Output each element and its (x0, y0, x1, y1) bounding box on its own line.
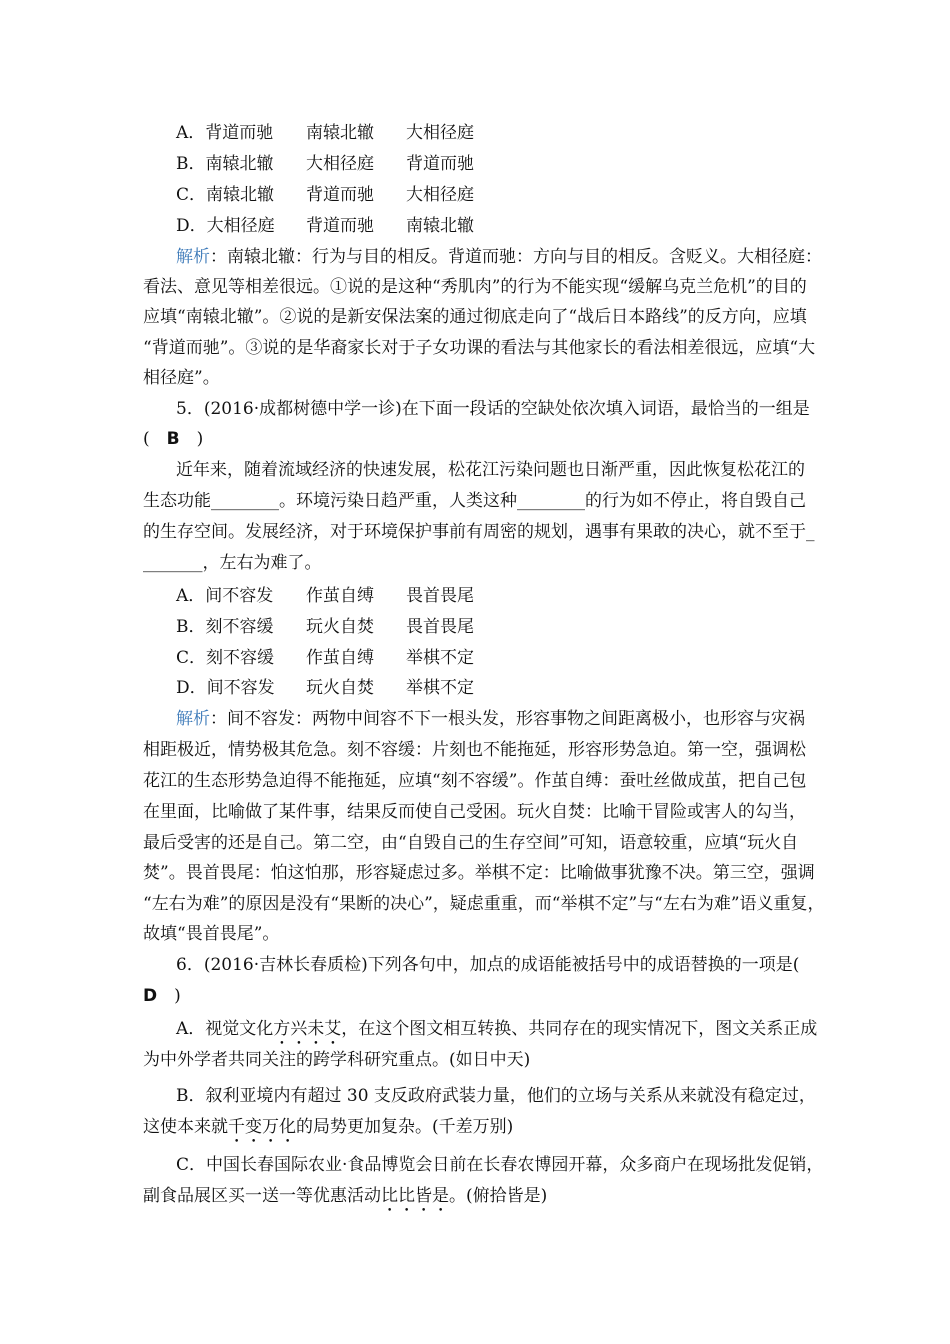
q5-option-b (176, 615, 474, 639)
option-text: 。(俯拾皆是) (449, 1186, 548, 1206)
q5-answer: B (166, 429, 180, 449)
q6-option-c-line-2 (143, 1184, 547, 1216)
q5-passage-line: 近年来，随着流域经济的快速发展，松花江污染问题也日渐严重，因此恢复松花江的 (176, 460, 805, 480)
dotted-idiom: 千变万化 (228, 1117, 296, 1137)
q6-option-b-line-1: B．叙利亚境内有超过 30 支反政府武装力量，他们的立场与关系从来就没有稳定过， (176, 1086, 816, 1106)
option-word: 畏首畏尾 (406, 617, 474, 637)
q5-analysis-line: 最后受害的还是自己。第二空，由“自毁自己的生存空间”可知，语意较重，应填“玩火自 (143, 833, 799, 853)
q4-analysis-line: 相径庭”。 (143, 368, 220, 388)
option-word: 背道而驰 (306, 216, 374, 236)
option-word: 畏首畏尾 (406, 586, 474, 606)
option-word: 背道而驰 (306, 185, 374, 205)
option-word: 举棋不定 (406, 678, 474, 698)
q4-option-c (176, 183, 474, 207)
q6-option-a-line-1 (176, 1017, 817, 1049)
q5-option-a (176, 584, 474, 608)
option-word: 大相径庭 (406, 185, 474, 205)
option-text: 这使本来就 (143, 1117, 228, 1137)
option-label: A．间不容发 (176, 586, 274, 606)
option-label: C．南辕北辙 (176, 185, 275, 205)
answer-paren-open: ( (143, 429, 167, 449)
option-label: A．背道而驰 (176, 123, 274, 143)
answer-paren-close: ) (179, 429, 204, 449)
q5-stem: 5．(2016·成都树德中学一诊)在下面一段话的空缺处依次填入词语，最恰当的一组是 (176, 399, 810, 419)
option-label: B．刻不容缓 (176, 617, 274, 637)
q4-option-d (176, 214, 474, 238)
option-label: B．南辕北辙 (176, 154, 274, 174)
option-text: 副食品展区买一送一等优惠活动 (143, 1186, 381, 1206)
option-label: C．刻不容缓 (176, 648, 275, 668)
analysis-label: 解析 (176, 247, 210, 267)
q6-answer: D (143, 986, 158, 1006)
q5-analysis-line: “左右为难”的原因是没有“果断的决心”，疑虑重重，而“举棋不定”与“左右为难”语义重复， (143, 894, 825, 914)
dotted-idiom: 比比皆是 (381, 1186, 449, 1206)
q5-passage-line: 生态功能________。环境污染日趋严重，人类这种________的行为如不停止，将自毁自己 (143, 491, 806, 511)
option-label: D．大相径庭 (176, 216, 275, 236)
analysis-label: 解析 (176, 709, 210, 729)
q5-analysis-line: 故填“畏首畏尾”。 (143, 924, 280, 944)
option-word: 大相径庭 (306, 154, 374, 174)
q5-option-d (176, 676, 474, 700)
q4-analysis-line (176, 245, 822, 269)
q6-answer-line (143, 984, 181, 1008)
option-word: 举棋不定 (406, 648, 474, 668)
option-text: ，在这个图文相互转换、共同存在的现实情况下，图文关系正成 (341, 1019, 818, 1039)
q4-option-b (176, 152, 474, 176)
option-word: 玩火自焚 (306, 678, 374, 698)
q4-analysis-line: 看法、意见等相差很远。①说的是这种“秀肌肉”的行为不能实现“缓解乌克兰危机”的目的 (143, 277, 807, 297)
q5-analysis-line: 焚”。畏首畏尾：怕这怕那，形容疑虑过多。举棋不定：比喻做事犹豫不决。第三空，强调 (143, 863, 815, 883)
answer-paren-close: ) (157, 986, 181, 1006)
q5-option-c (176, 646, 474, 670)
option-label: D．间不容发 (176, 678, 275, 698)
option-word: 作茧自缚 (306, 648, 374, 668)
q5-analysis-line: 在里面，比喻做了某件事，结果反而使自己受困。玩火自焚：比喻干冒险或害人的勾当， (143, 802, 806, 822)
q6-stem: 6．(2016·吉林长春质检)下列各句中，加点的成语能被括号中的成语替换的一项是( (176, 955, 800, 975)
q5-passage-line: 的生存空间。发展经济，对于环境保护事前有周密的规划，遇事有果敢的决心，就不至于_ (143, 522, 815, 542)
option-word: 作茧自缚 (306, 586, 374, 606)
q5-analysis-line: 相距极近，情势极其危急。刻不容缓：片刻也不能拖延，形容形势急迫。第一空，强调松 (143, 740, 806, 760)
q5-analysis-line (176, 707, 805, 731)
option-word: 玩火自焚 (306, 617, 374, 637)
q4-analysis-line: “背道而驰”。③说的是华裔家长对于子女功课的看法与其他家长的看法相差很远，应填“大 (143, 338, 816, 358)
q5-analysis-line: 花江的生态形势急迫得不能拖延，应填“刻不容缓”。作茧自缚：蚕吐丝做成茧，把自己包 (143, 771, 807, 791)
option-word: 大相径庭 (406, 123, 474, 143)
q6-option-c-line-1: C．中国长春国际农业·食品博览会日前在长春农博园开幕，众多商户在现场批发促销， (176, 1155, 824, 1175)
analysis-text: ：间不容发：两物中间容不下一根头发，形容事物之间距离极小，也形容与灾祸 (210, 709, 805, 729)
dotted-idiom: 方兴未艾 (273, 1019, 342, 1039)
q6-option-a-line-2: 为中外学者共同关注的跨学科研究重点。(如日中天) (143, 1050, 531, 1070)
q5-passage-line: _______，左右为难了。 (143, 553, 322, 573)
analysis-text: ：南辕北辙：行为与目的相反。背道而驰：方向与目的相反。含贬义。大相径庭： (210, 247, 822, 267)
option-word: 背道而驰 (406, 154, 474, 174)
option-text: 的局势更加复杂。(千差万别) (296, 1117, 514, 1137)
q4-analysis-line: 应填“南辕北辙”。②说的是新安保法案的通过彻底走向了“战后日本路线”的反方向，应填 (143, 307, 807, 327)
option-word: 南辕北辙 (406, 216, 474, 236)
q4-option-a (176, 121, 474, 145)
q6-option-b-line-2 (143, 1115, 513, 1147)
option-text: A．视觉文化 (176, 1019, 274, 1039)
option-word: 南辕北辙 (306, 123, 374, 143)
q5-answer-line (143, 427, 203, 451)
